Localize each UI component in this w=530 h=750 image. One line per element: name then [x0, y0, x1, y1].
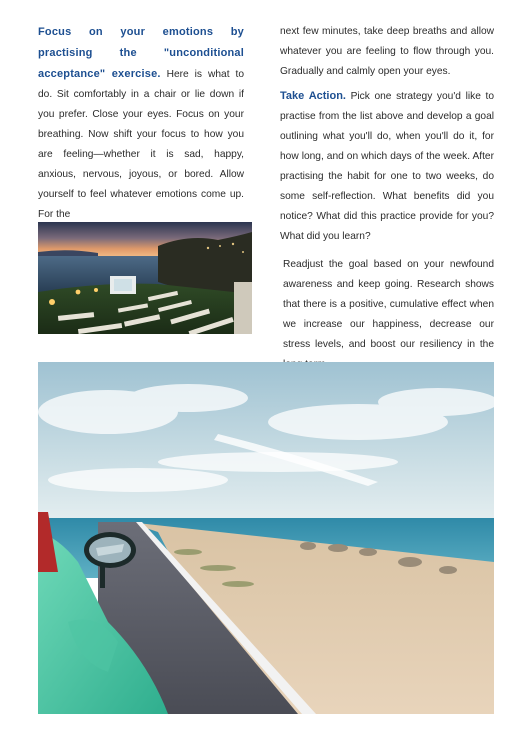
left-body-text: Here is what to do. Sit comfortably in a chair or lie down if you prefer. Close your eyes. Focus on your breathing. Now shift your focus to how you are feeling—whether it is sad, happy, anxious, nervous, joyous, or bored. Allow yourself to feel whatever emotions come up. For the [38, 69, 244, 220]
right-column [280, 22, 494, 375]
left-paragraph [38, 22, 244, 225]
readjust-paragraph: Readjust the goal based on your newfound awareness and keep going. Research shows that there is a positive, cumulative effect when we increase our happiness, decrease our stress levels, and boost our resiliency in the [283, 259, 494, 350]
take-action-paragraph [280, 86, 494, 247]
seaside-terrace-photo [38, 222, 252, 334]
lead-heading: Focus on your emotions by practising the "unconditional acceptance" exercise. [38, 26, 244, 80]
take-action-body: Pick one strategy you'd like to practise from the list above and develop a goal outlining what you'll do, when you'll do it, for how long, and on which days of the week. After practising the habit for one to two weeks, do some self-reflection. What benefits did you notice? What did this practice provide for you? What did you learn? [280, 91, 494, 242]
left-column [38, 22, 244, 225]
take-action-heading: Take Action. [280, 90, 346, 102]
continuation-paragraph: next few minutes, take deep breaths and allow whatever you are feeling to flow through you. Gradually and calmly open your eyes. [280, 26, 494, 77]
coastal-road-photo [38, 362, 494, 714]
